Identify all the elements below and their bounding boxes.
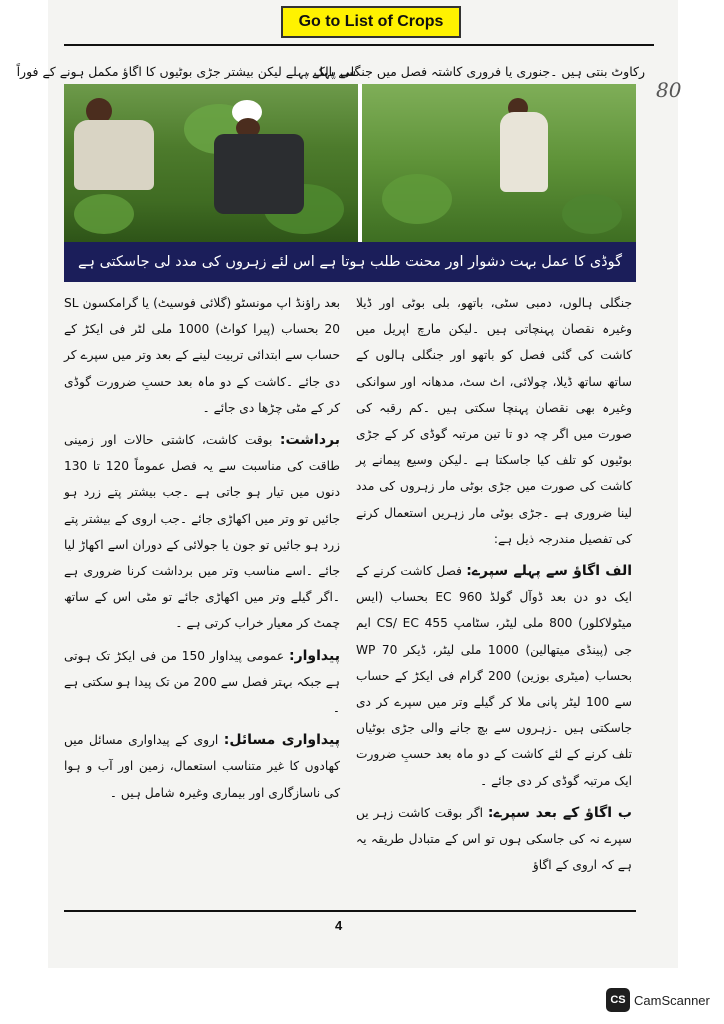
paragraph: بعد راؤنڈ اپ مونسٹو (گلائی فوسیٹ) یا گرامکسون SL 20 بحساب (پیرا کواٹ) 1000 ملی لٹر فی ایکڑ کے حساب سے ابتدائی تربیت لینے کے بعد وتر میں سپرے کر دی جائے ۔کاشت کے دو ماہ بعد حسبِ ضرورت گوڈی کر کے مٹی چڑھا دی جائے ۔ [64, 296, 340, 415]
right-column [356, 290, 632, 884]
photo-caption: گوڈی کا عمل بہت دشوار اور محنت طلب ہوتا ہے اس لئے زہروں کی مدد لی جاسکتی ہے [64, 242, 636, 282]
goto-list-of-crops-button[interactable]: Go to List of Crops [281, 6, 461, 38]
photo-two-farmers [64, 84, 358, 242]
photo-strip [64, 84, 636, 242]
paragraph: پیداوار: عمومی پیداوار 150 من فی ایکڑ تک ہوتی ہے جبکہ بہتر فصل سے 200 من تک پیدا ہو سکتی ہے ۔ [64, 647, 340, 716]
paragraph: پیداواری مسائل: اروی کے پیداواری مسائل میں کھادوں کا غیر متناسب استعمال، زمین اور آب و ہوا کی ناسازگاری اور بیماری وغیرہ شامل ہیں ۔ [64, 732, 340, 800]
paragraph: ب اگاؤ کے بعد سپرے: اگر بوقت کاشت زہر یں سپرے نہ کی جاسکی ہوں تو اس کے متبادل طریقہ یہ ہے کہ اروی کے اگاؤ [356, 804, 632, 873]
bottom-divider [64, 910, 636, 912]
top-line-left: سے پہلے پہلے لیکن بیشتر جڑی بوٹیوں کا اگاؤ مکمل ہونے کے فوراً [16, 64, 356, 79]
camscanner-label: CamScanner [634, 992, 710, 1008]
top-line-right: رکاوٹ بنتی ہیں ۔جنوری یا فروری کاشتہ فصل میں جنگلی پالک ، [305, 64, 645, 79]
left-column [64, 290, 340, 812]
adjacent-page-number: 80 [656, 78, 682, 102]
section-heading: پیداواری مسائل: [223, 732, 340, 749]
camscanner-watermark [606, 988, 710, 1012]
paragraph: برداشت: بوقت کاشت، کاشتی حالات اور زمینی طاقت کی مناسبت سے یہ فصل عموماً 120 تا 130 دنوں میں تیار ہو جاتی ہے ۔جب بیشتر پتے زرد ہو جائیں تو وتر میں اکھاڑی جائے ۔جب اروی کے بیشتر پتے زرد ہو جائیں تو جون یا جولائی کے دوران اسے اکھاڑ لیا جائے ۔اسے مناسب وتر میں برداشت کرنا ضروری ہے ۔اگر گیلے وتر میں اکھاڑی جائے تو مٹی اس کے ساتھ چمٹ کر معیار خراب کرتی ہے ۔ [64, 432, 340, 631]
paragraph: الف اگاؤ سے پہلے سپرے: فصل کاشت کرنے کے ایک دو دن بعد ڈوآل گولڈ EC 960 بحساب (ایس میٹولاکلور) 800 ملی لیٹر، سٹامپ 455 CS/ EC ایم جی (پینڈی میتھالین) 1000 ملی لیٹر، ڈیکر 70 WP بحساب (میٹری بوزین) 200 گرام فی ایکڑ کے حساب سے 100 لیٹر پانی ملا کر گیلے وتر میں سپرے کر دی جاسکتی ہیں ۔زہروں سے بچ جانے والی جڑی بوٹیاں تلف کرنے کے لئے کاشت کے دو ماہ بعد حسبِ ضرورت ایک مرتبہ گوڈی کر دی جائے ۔ [356, 563, 633, 788]
section-heading: الف اگاؤ سے پہلے سپرے: [466, 563, 633, 580]
section-heading: ب اگاؤ کے بعد سپرے: [487, 804, 632, 821]
top-divider [64, 44, 654, 46]
paragraph: جنگلی ہالوں، دمبی سٹی، باتھو، بلی بوٹی اور ڈیلا وغیرہ نقصان پہنچاتی ہیں ۔لیکن مارچ اپریل میں کاشت کی گئی فصل کو باتھو اور جنگلی ہالوں کے ساتھ ساتھ ڈیلا، چولائی، اٹ سٹ، مدھانہ اور سوانکی وغیرہ بھی نقصان پہنچا سکتی ہیں ۔کم رقبہ کی صورت میں اگر چہ دو تا تین مرتبہ گوڈی کر کے جڑی بوٹیوں کو تلف کیا جاسکتا ہے ۔لیکن وسیع پیمانے پر کاشت کی صورت میں جڑی بوٹی مار زہروں کی مدد لینا ضروری ہے ۔جڑی بوٹی مار زہریں استعمال کرنے کی تفصیل مندرجہ ذیل ہے: [356, 296, 632, 546]
photo-single-farmer [362, 84, 636, 242]
camscanner-logo-icon: CS [606, 988, 630, 1012]
section-heading: برداشت: [279, 432, 340, 449]
page-number: 4 [335, 918, 343, 933]
section-heading: پیداوار: [288, 647, 340, 664]
